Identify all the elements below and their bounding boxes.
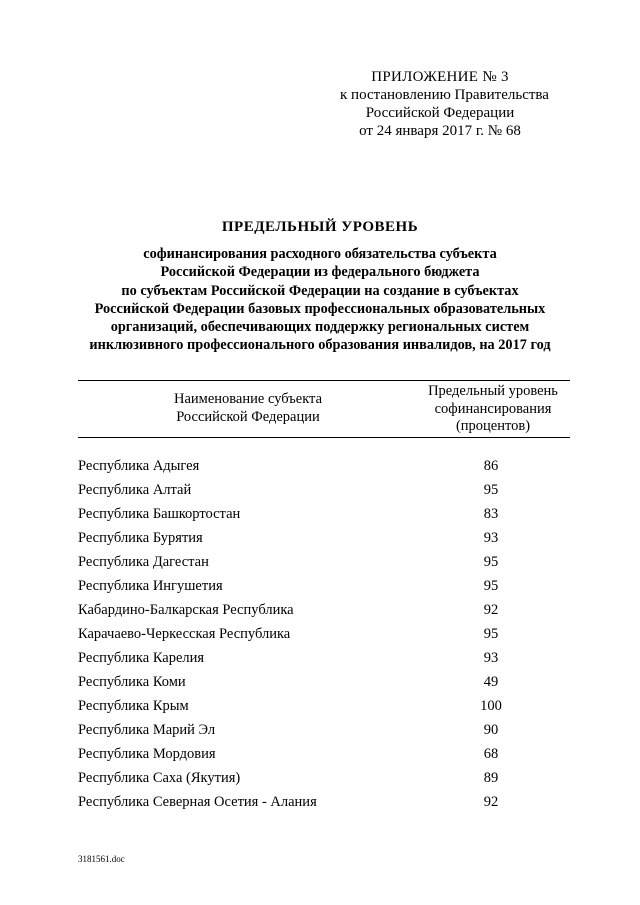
subject-name: Карачаево-Черкесская Республика bbox=[78, 626, 291, 642]
subject-name: Республика Крым bbox=[78, 698, 189, 714]
footer-doc-id: 3181561.doc bbox=[78, 854, 125, 864]
cofinancing-value: 95 bbox=[483, 578, 499, 594]
header-text: (процентов) bbox=[455, 418, 531, 434]
table-header bbox=[78, 380, 570, 438]
table-row bbox=[78, 646, 570, 670]
table-row bbox=[78, 598, 570, 622]
heading-title: ПРЕДЕЛЬНЫЙ УРОВЕНЬ bbox=[221, 219, 419, 235]
header-text: Наименование субъекта bbox=[173, 391, 323, 407]
table-body bbox=[78, 454, 570, 814]
table-row bbox=[78, 742, 570, 766]
subject-name: Республика Ингушетия bbox=[78, 578, 223, 594]
header-text: Предельный уровень bbox=[428, 383, 558, 399]
table-row bbox=[78, 694, 570, 718]
subject-name: Кабардино-Балкарская Республика bbox=[78, 602, 294, 618]
header-text: Российской Федерации bbox=[176, 409, 320, 425]
header-subject-name bbox=[78, 390, 418, 426]
header-text: софинансирования bbox=[434, 400, 552, 417]
table-row bbox=[78, 550, 570, 574]
subject-name: Республика Мордовия bbox=[78, 746, 216, 762]
cofinancing-value: 90 bbox=[483, 722, 499, 738]
subject-name: Республика Карелия bbox=[78, 650, 205, 666]
subject-name: Республика Северная Осетия - Алания bbox=[78, 794, 317, 810]
cofinancing-value: 95 bbox=[483, 554, 499, 570]
table-row bbox=[78, 718, 570, 742]
subject-name: Республика Коми bbox=[78, 674, 186, 690]
cofinancing-value: 83 bbox=[483, 506, 499, 522]
table-row bbox=[78, 526, 570, 550]
cofinancing-value: 68 bbox=[483, 746, 499, 762]
heading-line: Российской Федерации базовых профессиональных образовательных bbox=[94, 300, 546, 317]
subject-name: Республика Бурятия bbox=[78, 530, 203, 546]
appendix-title: ПРИЛОЖЕНИЕ № 3 bbox=[371, 69, 509, 85]
document-heading bbox=[40, 219, 600, 355]
subject-name: Республика Дагестан bbox=[78, 554, 209, 570]
table-row bbox=[78, 454, 570, 478]
cofinancing-table bbox=[78, 380, 570, 814]
cofinancing-value: 95 bbox=[483, 626, 499, 642]
table-row bbox=[78, 670, 570, 694]
heading-line: софинансирования расходного обязательства субъекта bbox=[143, 246, 497, 262]
subject-name: Республика Марий Эл bbox=[78, 722, 216, 738]
cofinancing-value: 89 bbox=[483, 770, 499, 786]
subject-name: Республика Башкортостан bbox=[78, 506, 241, 522]
subject-name: Республика Саха (Якутия) bbox=[78, 770, 241, 786]
appendix-date-number: от 24 января 2017 г. № 68 bbox=[359, 123, 521, 139]
table-row bbox=[78, 790, 570, 814]
subject-name: Республика Алтай bbox=[78, 482, 192, 498]
subject-name: Республика Адыгея bbox=[78, 458, 200, 474]
cofinancing-value: 95 bbox=[483, 482, 499, 498]
cofinancing-value: 93 bbox=[483, 530, 499, 546]
appendix-block bbox=[340, 68, 549, 140]
heading-line: инклюзивного профессионального образования инвалидов, на 2017 год bbox=[89, 337, 551, 354]
table-row bbox=[78, 574, 570, 598]
cofinancing-value: 92 bbox=[483, 794, 499, 810]
table-row bbox=[78, 622, 570, 646]
table-row bbox=[78, 478, 570, 502]
table-row bbox=[78, 766, 570, 790]
heading-line: по субъектам Российской Федерации на создание в субъектах bbox=[121, 282, 519, 299]
cofinancing-value: 100 bbox=[480, 698, 502, 714]
appendix-line: Российской Федерации bbox=[365, 105, 515, 121]
heading-line: Российской Федерации из федерального бюджета bbox=[160, 264, 480, 281]
appendix-line: к постановлению Правительства bbox=[340, 87, 549, 103]
heading-line: организаций, обеспечивающих поддержку региональных систем bbox=[110, 319, 530, 336]
cofinancing-value: 86 bbox=[483, 458, 499, 474]
cofinancing-value: 49 bbox=[483, 674, 499, 690]
table-row bbox=[78, 502, 570, 526]
cofinancing-value: 93 bbox=[483, 650, 499, 666]
header-cofinancing-level bbox=[416, 383, 570, 436]
cofinancing-value: 92 bbox=[483, 602, 499, 618]
